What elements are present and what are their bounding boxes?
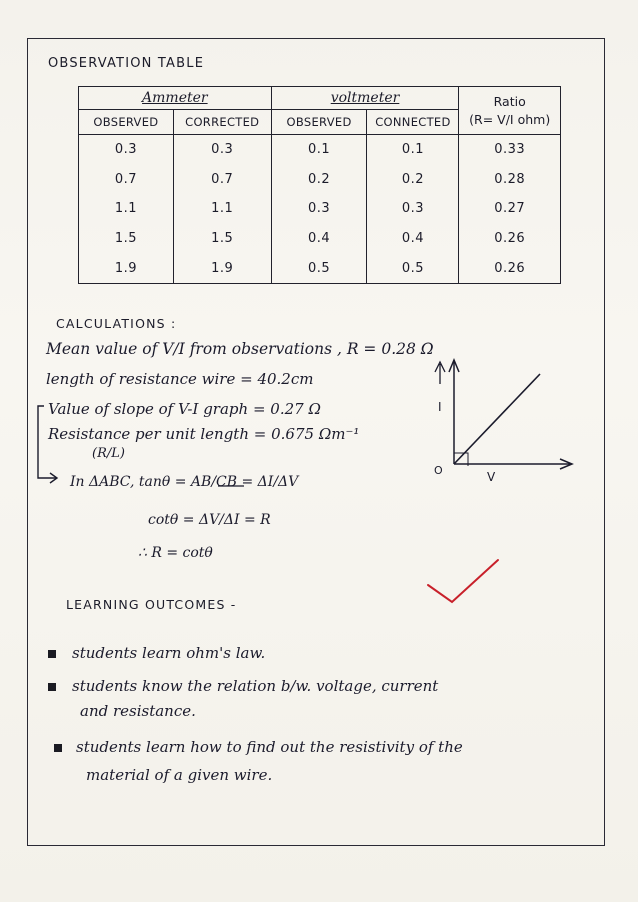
ratio-formula: (R= V/I ohm) [469, 111, 551, 127]
cell: 0.2 [367, 165, 459, 194]
outcome-3-cont: material of a given wire. [86, 766, 273, 784]
cell: 1.9 [173, 253, 271, 283]
cell: 0.3 [367, 194, 459, 223]
learning-heading: LEARNING OUTCOMES - [66, 597, 237, 612]
cell: 1.1 [79, 194, 174, 223]
calculations-heading: CALCULATIONS : [56, 316, 177, 331]
r-over-l-label: (R/L) [92, 446, 125, 461]
col-voltmeter-observed: OBSERVED [271, 110, 367, 135]
cell: 0.3 [173, 135, 271, 165]
bullet-icon [48, 650, 56, 658]
col-ammeter-corrected: CORRECTED [173, 110, 271, 135]
cell: 0.5 [271, 253, 367, 283]
outcome-1: students learn ohm's law. [72, 644, 266, 662]
graph-origin-label: O [434, 464, 443, 477]
cell: 0.4 [367, 224, 459, 253]
cell: 1.5 [79, 224, 174, 253]
cell: 1.9 [79, 253, 174, 283]
graph-line [454, 374, 540, 464]
cell: 0.28 [459, 165, 561, 194]
cell: 0.27 [459, 194, 561, 223]
cell: 0.2 [271, 165, 367, 194]
col-voltmeter-connected: CONNECTED [367, 110, 459, 135]
cell: 0.4 [271, 224, 367, 253]
slope-line: Value of slope of V-I graph = 0.27 Ω [48, 400, 321, 418]
teacher-check-mark [428, 560, 498, 602]
bullet-icon [54, 744, 62, 752]
bracket-arrow [38, 406, 56, 478]
cell: 0.33 [459, 135, 561, 165]
cell: 0.26 [459, 224, 561, 253]
arrow-up-mark [435, 362, 445, 384]
tan-derivation: In ΔABC, tanθ = AB/CB = ΔI/ΔV [70, 474, 299, 490]
observation-heading: OBSERVATION TABLE [48, 56, 205, 71]
cell: 0.7 [79, 165, 174, 194]
graph-x-label: V [487, 470, 496, 484]
cell: 0.7 [173, 165, 271, 194]
r-equals-cot: ∴ R = cotθ [138, 545, 213, 561]
cot-derivation: cotθ = ΔV/ΔI = R [148, 512, 271, 528]
wire-length-line: length of resistance wire = 40.2cm [46, 370, 314, 388]
bullet-icon [48, 683, 56, 691]
cell: 0.3 [79, 135, 174, 165]
col-ammeter-observed: OBSERVED [79, 110, 174, 135]
cell: 1.1 [173, 194, 271, 223]
cell: 1.5 [173, 224, 271, 253]
graph-y-label: I [438, 400, 442, 414]
resistance-per-length-line: Resistance per unit length = 0.675 Ωm⁻¹ [48, 425, 360, 443]
cell: 0.1 [271, 135, 367, 165]
cell: 0.26 [459, 253, 561, 283]
cell: 0.1 [367, 135, 459, 165]
outcome-2: students know the relation b/w. voltage, current [72, 677, 439, 695]
ammeter-header: Ammeter [79, 87, 272, 110]
outcome-3: students learn how to find out the resistivity of the [76, 738, 463, 756]
ratio-title: Ratio [493, 93, 526, 109]
outcome-2-cont: and resistance. [80, 702, 196, 720]
cell: 0.5 [367, 253, 459, 283]
mean-value-line: Mean value of V/I from observations , R = 0.28 Ω [46, 340, 434, 358]
voltmeter-header: voltmeter [271, 87, 459, 110]
cell: 0.3 [271, 194, 367, 223]
